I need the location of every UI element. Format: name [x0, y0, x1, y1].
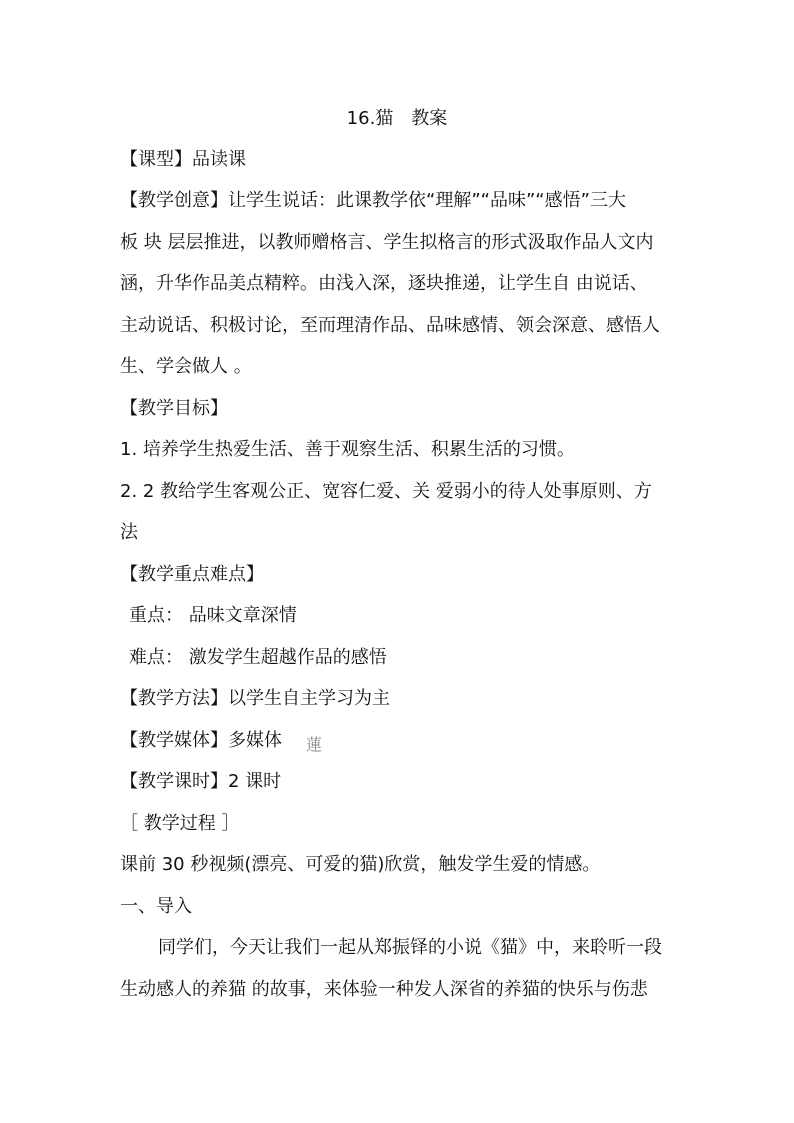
creative-idea-line-4: 主动说话、积极讨论，至而理清作品、品味感情、领会深意、感悟人 — [120, 315, 660, 336]
creative-idea-line-5: 生、学会做人 。 — [120, 356, 252, 377]
teaching-process-heading: ［ 教学过程 ］ — [120, 813, 240, 834]
lesson-type-line: 【课型】品读课 — [120, 149, 246, 170]
teaching-goals-heading: 【教学目标】 — [120, 398, 228, 419]
teaching-goal-1: 1. 培养学生热爱生活、善于观察生活、积累生活的习惯。 — [120, 439, 575, 460]
creative-idea-line-2: 板 块 层层推进，以教师赠格言、学生拟格言的形式汲取作品人文内 — [120, 232, 654, 253]
teaching-media-line: 【教学媒体】多媒体 — [120, 730, 282, 751]
key-difficult-heading: 【教学重点难点】 — [120, 564, 264, 585]
section-introduction-heading: 一、导入 — [120, 896, 192, 917]
pre-class-video-line: 课前 30 秒视频(漂亮、可爱的猫)欣赏，触发学生爱的情感。 — [120, 854, 601, 875]
creative-idea-line-3: 涵，升华作品美点精粹。由浅入深，逐块推递，让学生自 由说话、 — [120, 273, 648, 294]
teaching-hours-line: 【教学课时】2 课时 — [120, 771, 282, 792]
document-title: 16.猫 教案 — [346, 108, 448, 129]
watermark-stamp: 蓮 — [306, 735, 323, 754]
introduction-paragraph-line-1: 同学们，今天让我们一起从郑振铎的小说《猫》中，来聆听一段 — [158, 937, 662, 958]
teaching-goal-2-continued: 法 — [120, 522, 138, 543]
creative-idea-line-1: 【教学创意】让学生说话：此课教学依“理解”“品味”“感悟”三大 — [120, 190, 626, 211]
teaching-goal-2: 2. 2 教给学生客观公正、宽容仁爱、关 爱弱小的待人处事原则、方 — [120, 481, 652, 502]
teaching-method-line: 【教学方法】以学生自主学习为主 — [120, 688, 390, 709]
difficult-point-line: 难点： 激发学生超越作品的感悟 — [129, 647, 387, 668]
introduction-paragraph-line-2: 生动感人的养猫 的故事，来体验一种发人深省的养猫的快乐与伤悲 — [120, 979, 648, 1000]
key-point-line: 重点： 品味文章深情 — [129, 605, 297, 626]
